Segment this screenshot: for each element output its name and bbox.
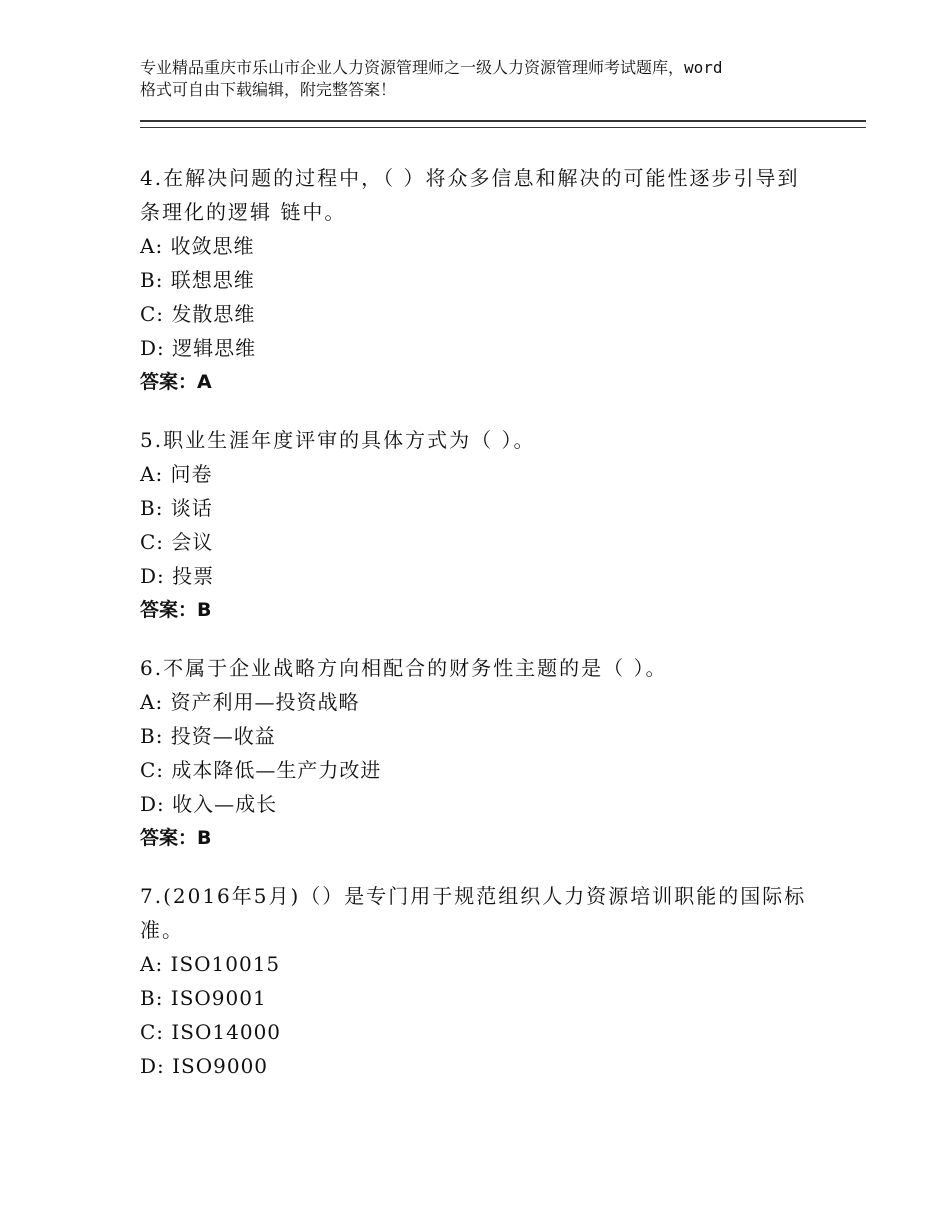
answer: 答案：B (140, 599, 212, 621)
document-header (140, 57, 840, 101)
option-b: B: ISO9001 (140, 986, 267, 1010)
option-c: C: 成本降低—生产力改进 (140, 758, 382, 782)
question-4 (140, 161, 820, 399)
question-stem-continued: 准。 (140, 918, 184, 942)
answer: 答案：B (140, 827, 212, 849)
option-d: D: 收入—成长 (140, 792, 278, 816)
option-d: D: ISO9000 (140, 1054, 269, 1078)
answer: 答案：A (140, 371, 212, 393)
question-stem: 4.在解决问题的过程中，（ ）将众多信息和解决的可能性逐步引导到 (140, 166, 800, 190)
option-b: B: 联想思维 (140, 268, 255, 292)
option-c: C: 会议 (140, 530, 214, 554)
question-6 (140, 651, 820, 855)
option-c: C: ISO14000 (140, 1020, 282, 1044)
question-stem: 6.不属于企业战略方向相配合的财务性主题的是（ ）。 (140, 656, 668, 680)
header-title-line-2: 格式可自由下载编辑，附完整答案！ (140, 80, 397, 99)
option-b: B: 谈话 (140, 496, 213, 520)
question-7 (140, 879, 820, 1083)
option-a: A: 资产利用—投资战略 (140, 690, 360, 714)
option-a: A: 问卷 (140, 462, 213, 486)
header-title-line-1: 专业精品重庆市乐山市企业人力资源管理师之一级人力资源管理师考试题库，word (140, 58, 723, 77)
option-a: A: ISO10015 (140, 952, 281, 976)
question-stem-continued: 条理化的逻辑 链中。 (140, 200, 347, 224)
header-divider (140, 120, 866, 128)
option-d: D: 投票 (140, 564, 215, 588)
option-b: B: 投资—收益 (140, 724, 276, 748)
question-stem: 7.(2016年5月)（）是专门用于规范组织人力资源培训职能的国际标 (140, 884, 807, 908)
option-c: C: 发散思维 (140, 302, 256, 326)
question-5 (140, 423, 820, 627)
option-d: D: 逻辑思维 (140, 336, 257, 360)
option-a: A: 收敛思维 (140, 234, 255, 258)
question-list (140, 161, 820, 1107)
question-stem: 5.职业生涯年度评审的具体方式为（ ）。 (140, 428, 536, 452)
